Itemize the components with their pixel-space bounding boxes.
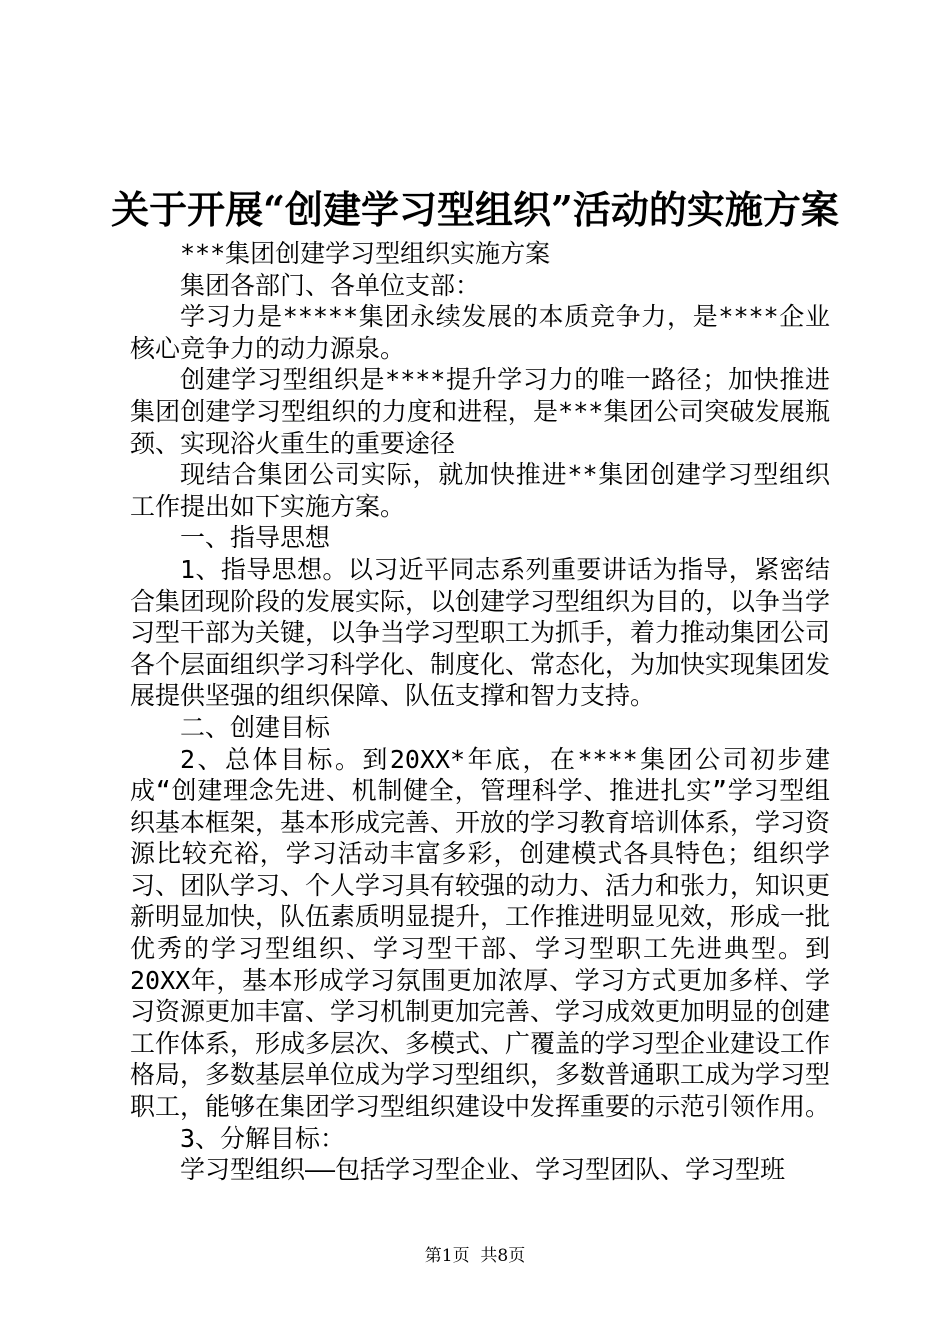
document-title: 关于开展“创建学习型组织”活动的实施方案	[111, 187, 839, 232]
section-heading-guiding-thought: 一、指导思想	[180, 523, 331, 553]
paragraph-path: 创建学习型组织是****提升学习力的唯一路径；加快推进集团创建学习型组织的力度和进程，是***集团公司突破发展瓶颈、实现浴火重生的重要途径	[130, 365, 830, 458]
paragraph-learning-power: 学习力是*****集团永续发展的本质竞争力，是****企业核心竞争力的动力源泉。	[130, 302, 830, 363]
paragraph-plan-intro: 现结合集团公司实际，就加快推进**集团创建学习型组织工作提出如下实施方案。	[130, 460, 830, 521]
paragraph-guiding-thought: 1、指导思想。以习近平同志系列重要讲话为指导，紧密结合集团现阶段的发展实际，以创建学习型组织为目的，以争当学习型干部为关键，以争当学习型职工为抓手，着力推动集团公司各个层面组织学习科学化、制度化、常态化，为加快实现集团发展提供坚强的组织保障、队伍支撑和智力支持。	[130, 554, 831, 711]
page-number-footer: 第1页 共8页	[424, 1246, 526, 1266]
paragraph-sub-goals: 3、分解目标：	[180, 1123, 346, 1153]
paragraph-addressee: 集团各部门、各单位支部：	[180, 270, 481, 300]
document-body	[130, 238, 830, 1186]
paragraph-learning-organization: 学习型组织——包括学习型企业、学习型团队、学习型班	[180, 1155, 786, 1185]
paragraph-heading-scheme: ***集团创建学习型组织实施方案	[180, 239, 551, 268]
section-heading-goals: 二、创建目标	[180, 712, 331, 742]
paragraph-overall-goal: 2、总体目标。到20XX*年底，在****集团公司初步建成“创建理念先进、机制健全，管理科学、推进扎实”学习型组织基本框架，基本形成完善、开放的学习教育培训体系，学习资源比较充裕，学习活动丰富多彩，创建模式各具特色；组织学习、团队学习、个人学习具有较强的动力、活力和张力，知识更新明显加快，队伍素质明显提升，工作推进明显见效，形成一批优秀的学习型组织、学习型干部、学习型职工先进典型。到20XX年，基本形成学习氛围更加浓厚、学习方式更加多样、学习资源更加丰富、学习机制更加完善、学习成效更加明显的创建工作体系，形成多层次、多模式、广覆盖的学习型企业建设工作格局，多数基层单位成为学习型组织，多数普通职工成为学习型职工，能够在集团学习型组织建设中发挥重要的示范引领作用。	[130, 744, 831, 1122]
